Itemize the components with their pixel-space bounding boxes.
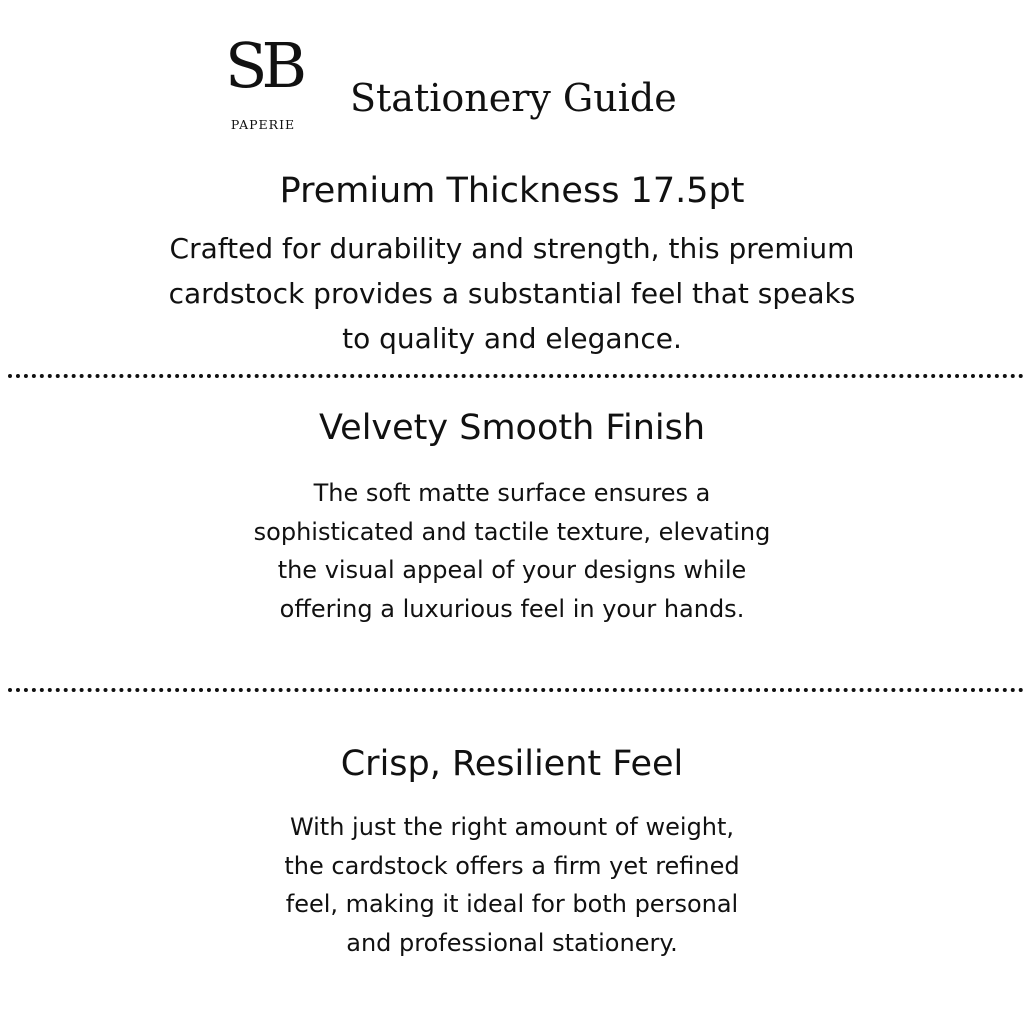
page-title: Stationery Guide xyxy=(350,76,677,120)
section-description: Crafted for durability and strength, this premium cardstock provides a substantial feel that speaks to quality and elegance. xyxy=(168,232,856,355)
section-heading: Velvety Smooth Finish xyxy=(318,408,706,448)
section-description: The soft matte surface ensures a sophisticated and tactile texture, elevating the visual appeal of your designs while offering a luxurious feel in your hands. xyxy=(253,479,771,623)
section-heading: Premium Thickness 17.5pt xyxy=(279,171,745,211)
logo-wordmark: PAPERIE xyxy=(230,117,296,132)
dotted-divider xyxy=(8,374,1024,378)
section-premium-thickness xyxy=(0,166,1024,361)
brand-logo xyxy=(216,26,310,138)
section-heading: Crisp, Resilient Feel xyxy=(340,744,684,784)
section-crisp-resilient-feel xyxy=(0,738,1024,962)
section-velvety-smooth-finish xyxy=(0,402,1024,628)
section-description: With just the right amount of weight, the cardstock offers a firm yet refined feel, making it ideal for both personal and professional stationery. xyxy=(284,813,740,957)
logo-monogram: SB xyxy=(224,29,302,102)
dotted-divider xyxy=(8,688,1024,692)
